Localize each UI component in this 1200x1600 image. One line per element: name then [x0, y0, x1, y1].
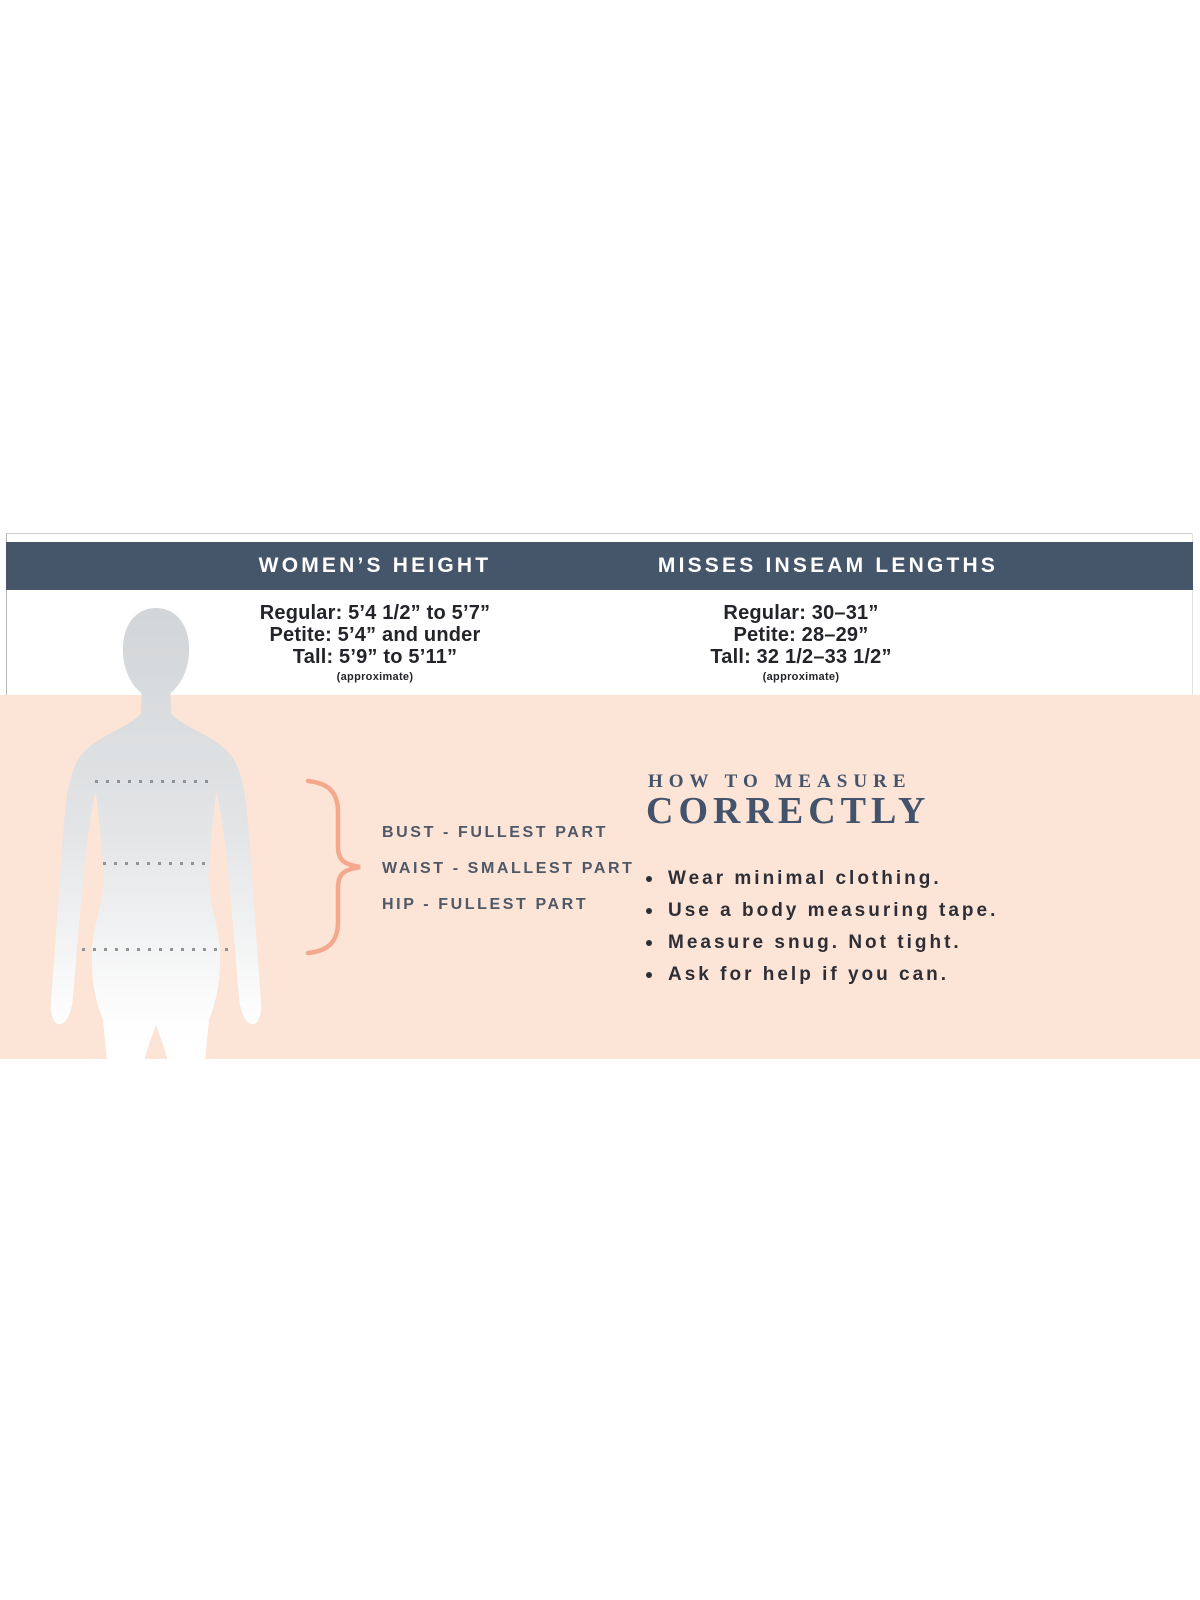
column-header-misses-inseam: MISSES INSEAM LENGTHS [657, 554, 999, 577]
list-item [646, 863, 998, 895]
silhouette-torso-legs [78, 678, 234, 1062]
spec-row [601, 602, 1001, 624]
spec-label: Tall: [292, 646, 334, 668]
list-item [646, 927, 998, 959]
spec-label: Regular: [259, 602, 343, 624]
approximate-note: (approximate) [762, 671, 840, 683]
spec-label: Tall: [710, 646, 751, 668]
waist-dotted-line [103, 862, 209, 865]
bullet-icon [646, 940, 652, 946]
spec-label: Petite: [269, 624, 333, 646]
howto-title-line1: HOW TO MEASURE [648, 771, 912, 792]
spec-value: 30–31” [811, 602, 879, 624]
tip-text: Measure snug. Not tight. [668, 932, 962, 953]
spec-row [601, 624, 1001, 646]
tip-text: Use a body measuring tape. [668, 900, 999, 921]
woman-body-silhouette [26, 602, 286, 1062]
waist-measurement-label: WAIST - SMALLEST PART [382, 860, 635, 877]
spec-label: Regular: [723, 602, 807, 624]
bullet-icon [646, 876, 652, 882]
spec-row [601, 646, 1001, 668]
approximate-note: (approximate) [336, 671, 414, 683]
tip-text: Ask for help if you can. [668, 964, 950, 985]
hip-dotted-line [82, 948, 229, 951]
column-header-womens-height: WOMEN’S HEIGHT [258, 554, 492, 577]
table-header-bar [6, 542, 1193, 590]
spec-label: Petite: [733, 624, 797, 646]
howto-title-line2: CORRECTLY [646, 790, 931, 832]
list-item [646, 895, 998, 927]
bust-measurement-label: BUST - FULLEST PART [382, 824, 608, 841]
table-top-border [6, 533, 1193, 534]
measuring-tips-list [646, 863, 998, 991]
spec-value: 5’9” to 5’11” [339, 646, 458, 668]
spec-value: 5’4 1/2” to 5’7” [348, 602, 491, 624]
spec-value: 5’4” and under [337, 624, 481, 646]
bust-dotted-line [95, 780, 216, 783]
list-item [646, 959, 998, 991]
spec-value: 28–29” [801, 624, 869, 646]
misses-inseam-specs [601, 602, 1001, 683]
bullet-icon [646, 908, 652, 914]
brace-icon [300, 768, 370, 960]
spec-value: 32 1/2–33 1/2” [756, 646, 892, 668]
bullet-icon [646, 972, 652, 978]
tip-text: Wear minimal clothing. [668, 868, 942, 889]
hip-measurement-label: HIP - FULLEST PART [382, 896, 589, 913]
